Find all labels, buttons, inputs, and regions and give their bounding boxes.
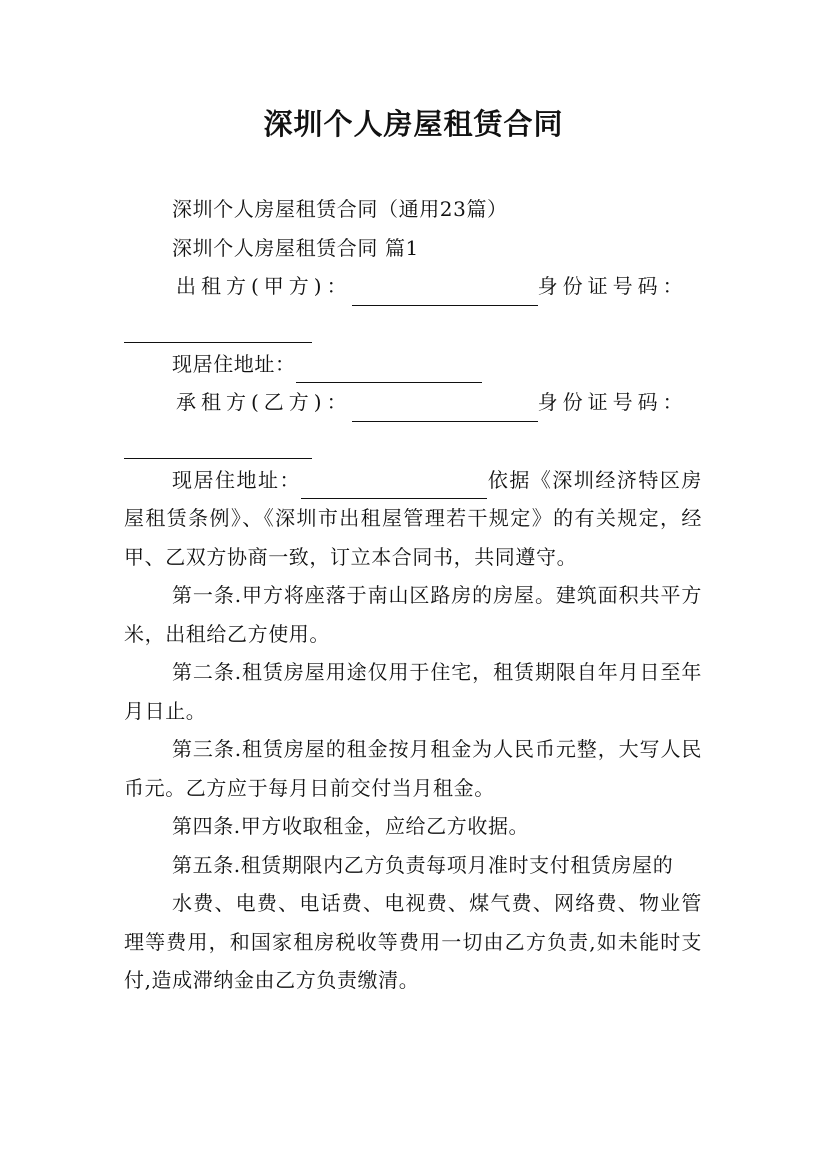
- lessor-address-blank: [296, 360, 482, 383]
- lessor-line: [124, 267, 702, 306]
- lessee-address-label: 现居住地址：: [172, 467, 301, 492]
- clause-2: 第二条.租赁房屋用途仅用于住宅，租赁期限自年月日至年月日止。: [124, 660, 702, 723]
- subtitle: 深圳个人房屋租赁合同（通用23篇）: [172, 197, 508, 221]
- lessee-label: 承租方(乙方)：: [176, 390, 352, 414]
- clause-5: 第五条.租赁期限内乙方负责每项月准时支付租赁房屋的: [172, 852, 674, 877]
- clause-1: 第一条.甲方将座落于南山区路房的房屋。建筑面积共平方米，出租给乙方使用。: [124, 583, 702, 646]
- section-heading: 深圳个人房屋租赁合同 篇1: [172, 235, 419, 260]
- lessor-name-blank: [352, 283, 538, 306]
- clause-5-continued: 水费、电费、电话费、电视费、煤气费、网络费、物业管理等费用，和国家租房税收等费用一切由乙方负责,如未能时支付,造成滞纳金由乙方负责缴清。: [124, 891, 702, 992]
- clause-3: 第三条.租赁房屋的租金按月租金为人民币元整，大写人民币元。乙方应于每月日前交付当月租金。: [124, 737, 702, 800]
- preamble-paragraph: [124, 461, 702, 577]
- lessor-address-line: [124, 345, 702, 384]
- lessee-id-blank: [124, 422, 312, 459]
- lessor-label: 出租方(甲方)：: [176, 274, 352, 298]
- lessor-id-label: 身份证号码：: [537, 274, 688, 298]
- lessee-name-blank: [352, 399, 538, 422]
- preamble-text: 依据《深圳经济特区房屋租赁条例》、《深圳市出租屋管理若干规定》的有关规定，经甲、乙双方协商一致，订立本合同书，共同遵守。: [124, 467, 702, 569]
- lessee-address-blank: [301, 476, 487, 499]
- lessor-id-blank: [124, 306, 312, 343]
- lessee-line: [124, 383, 702, 422]
- lessor-address-label: 现居住地址：: [172, 351, 296, 376]
- clause-4: 第四条.甲方收取租金，应给乙方收据。: [172, 814, 530, 838]
- lessee-id-label: 身份证号码：: [537, 390, 688, 414]
- document-body: [124, 190, 702, 1000]
- document-title: 深圳个人房屋租赁合同: [263, 107, 564, 141]
